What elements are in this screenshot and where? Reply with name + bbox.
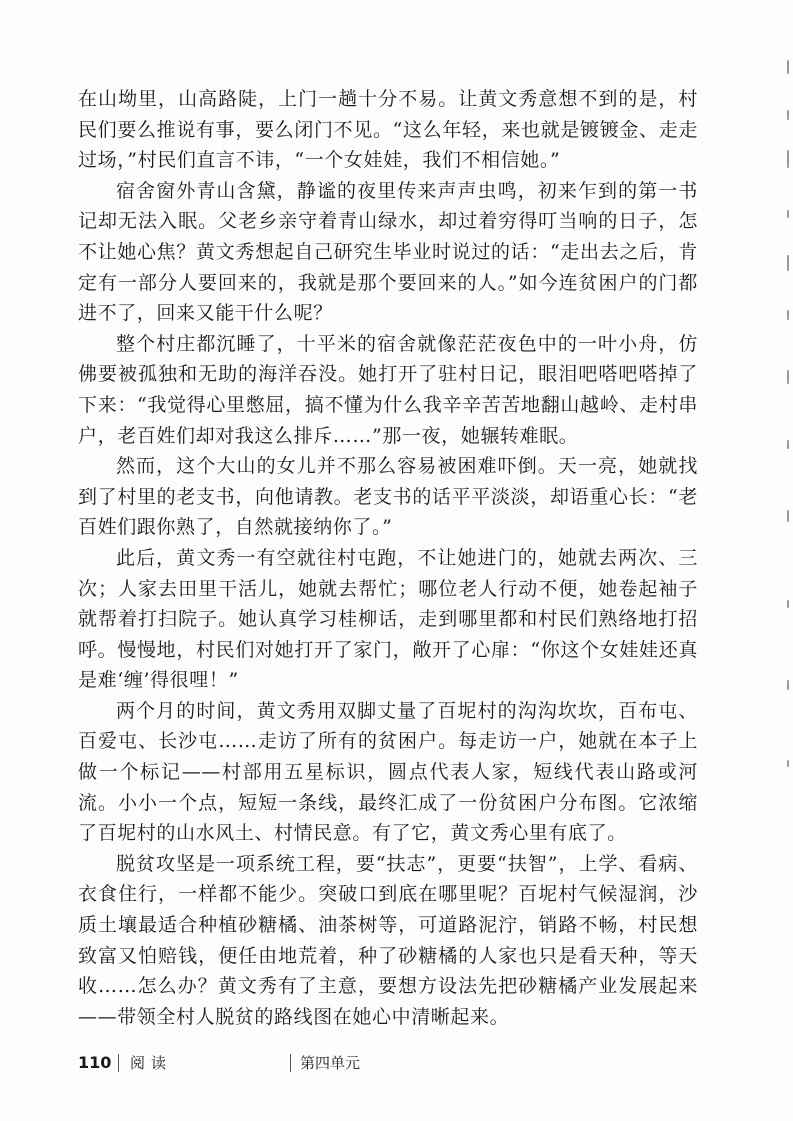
scan-edge-artifacts [775,40,793,860]
paragraph-6: 两个月的时间，黄文秀用双脚丈量了百坭村的沟沟坎坎，百布屯、百爱屯、长沙屯……走访了所有的贫困户。每走访一户，她就在本子上做一个标记——村部用五星标识，圆点代表人家，短线代表山路或河流。小小一个点，短短一条线，最终汇成了一份贫困户分布图。它浓缩了百坭村的山水风土、村情民意。有了它，黄文秀心里有底了。 [78,699,698,845]
paragraph-2: 宿舍窗外青山含黛，静谧的夜里传来声声虫鸣，初来乍到的第一书记却无法入眠。父老乡亲守着青山绿水，却过着穷得叮当响的日子，怎不让她心焦？黄文秀想起自己研究生毕业时说过的话：“走出去之后，肯定有一部分人要回来的，我就是那个要回来的人。”如今连贫困户的门都进不了，回来又能干什么呢？ [78,179,698,325]
paragraph-7: 脱贫攻坚是一项系统工程，要“扶志”，更要“扶智”，上学、看病、衣食住行，一样都不能少。突破口到底在哪里呢？百坭村气候湿润，沙质土壤最适合种植砂糖橘、油茶树等，可道路泥泞，销路不畅，村民想致富又怕赔钱，便任由地荒着，种了砂糖橘的人家也只是看天种，等天收……怎么办？黄文秀有了主意，要想方设法先把砂糖橘产业发展起来——带领全村人脱贫的路线图在她心中清晰起来。 [78,852,698,1028]
paragraph-3: 整个村庄都沉睡了，十平米的宿舍就像茫茫夜色中的一叶小舟，仿佛要被孤独和无助的海洋吞没。她打开了驻村日记，眼泪吧嗒吧嗒掉了下来：“我觉得心里憋屈，搞不懂为什么我辛辛苦苦地翻山越岭、走村串户，老百姓们却对我这么排斥……”那一夜，她辗转难眠。 [78,332,698,447]
book-title: 阅读 [130,1054,173,1072]
paragraph-5: 此后，黄文秀一有空就往村屯跑，不让她进门的，她就去两次、三次；人家去田里干活儿，她就去帮忙；哪位老人行动不便，她卷起袖子就帮着打扫院子。她认真学习桂柳话，走到哪里都和村民们熟络地打招呼。慢慢地，村民们对她打开了家门，敞开了心扉：“你这个女娃娃还真是难‘缠’得很哩！” [78,546,698,692]
article-body [78,84,698,1032]
paragraph-1: 在山坳里，山高路陡，上门一趟十分不易。让黄文秀意想不到的是，村民们要么推说有事，要么闭门不见。“这么年轻，来也就是镀镀金、走走过场，”村民们直言不讳，“一个女娃娃，我们不相信她。” [78,88,698,172]
footer-divider [290,1054,291,1072]
unit-label: 第四单元 [300,1054,361,1072]
paragraph-4: 然而，这个大山的女儿并不那么容易被困难吓倒。天一亮，她就找到了村里的老支书，向他请教。老支书的话平平淡淡，却语重心长：“老百姓们跟你熟了，自然就接纳你了。” [78,455,698,539]
page-footer [78,1051,678,1075]
footer-divider [118,1054,119,1072]
page-number: 110 [78,1053,112,1072]
